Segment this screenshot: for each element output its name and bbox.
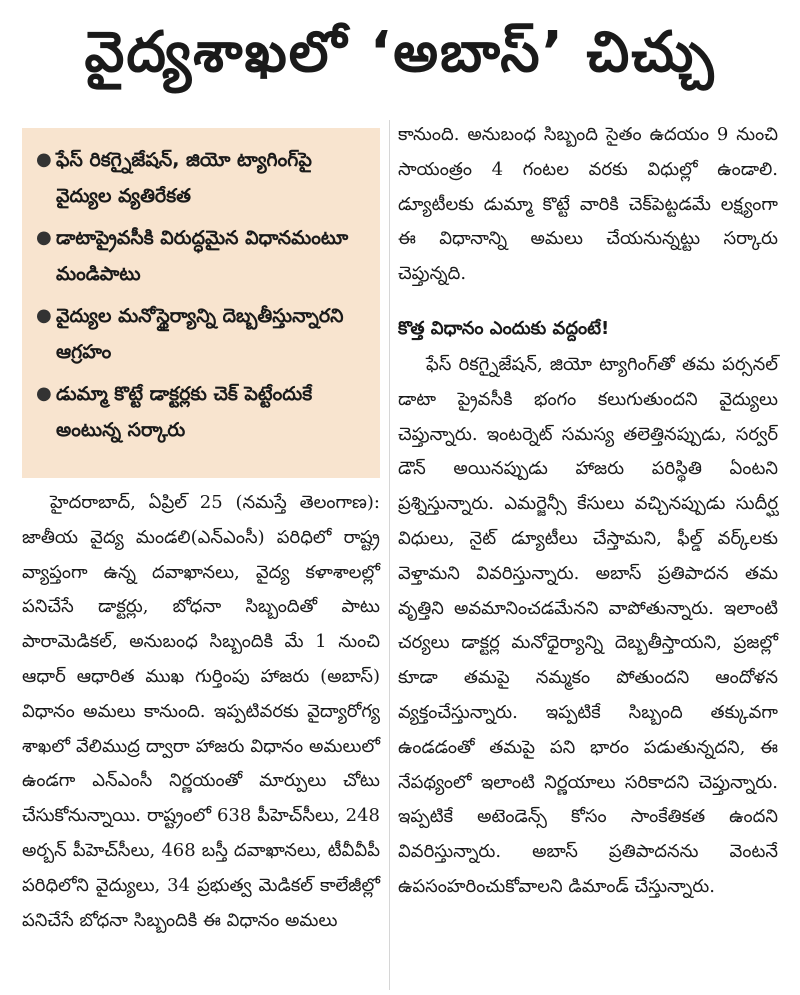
body-paragraph: హైదరాబాద్, ఏప్రిల్ 25 (నమస్తే తెలంగాణ): జాతీయ వైద్య మండలి(ఎన్ఎంసీ) పరిధిలో రాష్ట్ర వ్యాప్తంగా ఉన్న దవాఖానలు, వైద్య కళాశాలల్లో పనిచేసే డాక్టర్లు, బోధనా సిబ్బందితో పాటు పారామెడికల్, అనుబంధ సిబ్బందికి మే 1 నుంచి ఆధార్ ఆధారిత ముఖ గుర్తింపు హాజరు (అబాస్) విధానం అమలు కానుంది. ఇప్పటివరకు వైద్యారోగ్య శాఖలో వేలిముద్ర ద్వారా హాజరు విధానం అమలులో ఉండగా ఎన్ఎంసీ నిర్ణయంతో మార్పులు చోటు చేసుకోనున్నాయి. రాష్ట్రంలో 638 పీహెచ్‌సీలు, 248 అర్బన్ పీహెచ్‌సీలు, 468 బస్తీ దవాఖానలు, టీవీవీపీ పరిధిలోని వైద్యులు, 34 ప్రభుత్వ మెడికల్ కాలేజీల్లో పనిచేసే బోధనా సిబ్బందికి ఈ విధానం అమలు [22,492,380,931]
highlight-item [36,376,370,448]
subheading: కొత్త విధానం ఎందుకు వద్దంటే! [398,317,610,339]
bullet-icon: ● [36,305,52,326]
bullet-icon: ● [36,383,52,404]
body-paragraph: కానుంది. అనుబంధ సిబ్బంది సైతం ఉదయం 9 నుంచి సాయంత్రం 4 గంటల వరకు విధుల్లో ఉండాలి. డ్యూటీలకు డుమ్మా కొట్టే వారికి చెక్‌పెట్టడమే లక్ష్యంగా ఈ విధానాన్ని అమలు చేయనున్నట్టు సర్కారు చెప్తున్నది. [398,124,778,285]
right-column [398,118,778,905]
highlight-text: డాటాప్రైవసీకి విరుద్ధమైన విధానమంటూ మండిపాటు [56,227,349,285]
highlight-text: ఫేస్ రికగ్నైజేషన్, జియో ట్యాగింగ్‌పై వైద్యుల వ్యతిరేకత [56,149,312,207]
highlights-list [36,142,370,448]
highlight-item [36,220,370,292]
left-column [22,486,380,938]
highlight-item [36,142,370,214]
headline: వైద్యశాఖలో ‘అబాస్’ చిచ్చు [84,19,716,85]
column-divider [389,120,390,990]
highlights-box [22,128,380,478]
highlight-text: వైద్యుల మనోస్థైర్యాన్ని దెబ్బతీస్తున్నారని ఆగ్రహం [56,305,344,363]
highlight-item [36,298,370,370]
body-paragraph: ఫేస్ రికగ్నైజేషన్, జియో ట్యాగింగ్‌తో తమ పర్సనల్ డాటా ప్రైవసీకి భంగం కలుగుతుందని వైద్యులు చెప్తున్నారు. ఇంటర్నెట్ సమస్య తలెత్తినప్పుడు, సర్వర్ డౌన్ అయినప్పుడు హాజరు పరిస్థితి ఏంటని ప్రశ్నిస్తున్నారు. ఎమర్జెన్సీ కేసులు వచ్చినప్పుడు సుదీర్ఘ విధులు, నైట్ డ్యూటీలు చేస్తామని, ఫీల్డ్ వర్క్‌లకు వెళ్తామని వివరిస్తున్నారు. అబాస్ ప్రతిపాదన తమ వృత్తిని అవమానించడమేనని వాపోతున్నారు. ఇలాంటి చర్యలు డాక్టర్ల మనోధైర్యాన్ని దెబ్బతీస్తాయని, ప్రజల్లో కూడా తమపై నమ్మకం పోతుందని ఆందోళన వ్యక్తంచేస్తున్నారు. ఇప్పటికే సిబ్బంది తక్కువగా ఉండడంతో తమపై పని భారం పడుతున్నదని, ఈ నేపథ్యంలో ఇలాంటి నిర్ణయాలు సరికాదని చెప్తున్నారు. ఇప్పటికే అటెండెన్స్ కోసం సాంకేతికత ఉందని వివరిస్తున్నారు. అబాస్ ప్రతిపాదనను వెంటనే ఉపసంహరించుకోవాలని డిమాండ్ చేస్తున్నారు. [398,353,778,897]
bullet-icon: ● [36,227,52,248]
bullet-icon: ● [36,149,52,170]
highlight-text: డుమ్మా కొట్టే డాక్టర్లకు చెక్ పెట్టేందుకే అంటున్న సర్కారు [56,383,313,441]
